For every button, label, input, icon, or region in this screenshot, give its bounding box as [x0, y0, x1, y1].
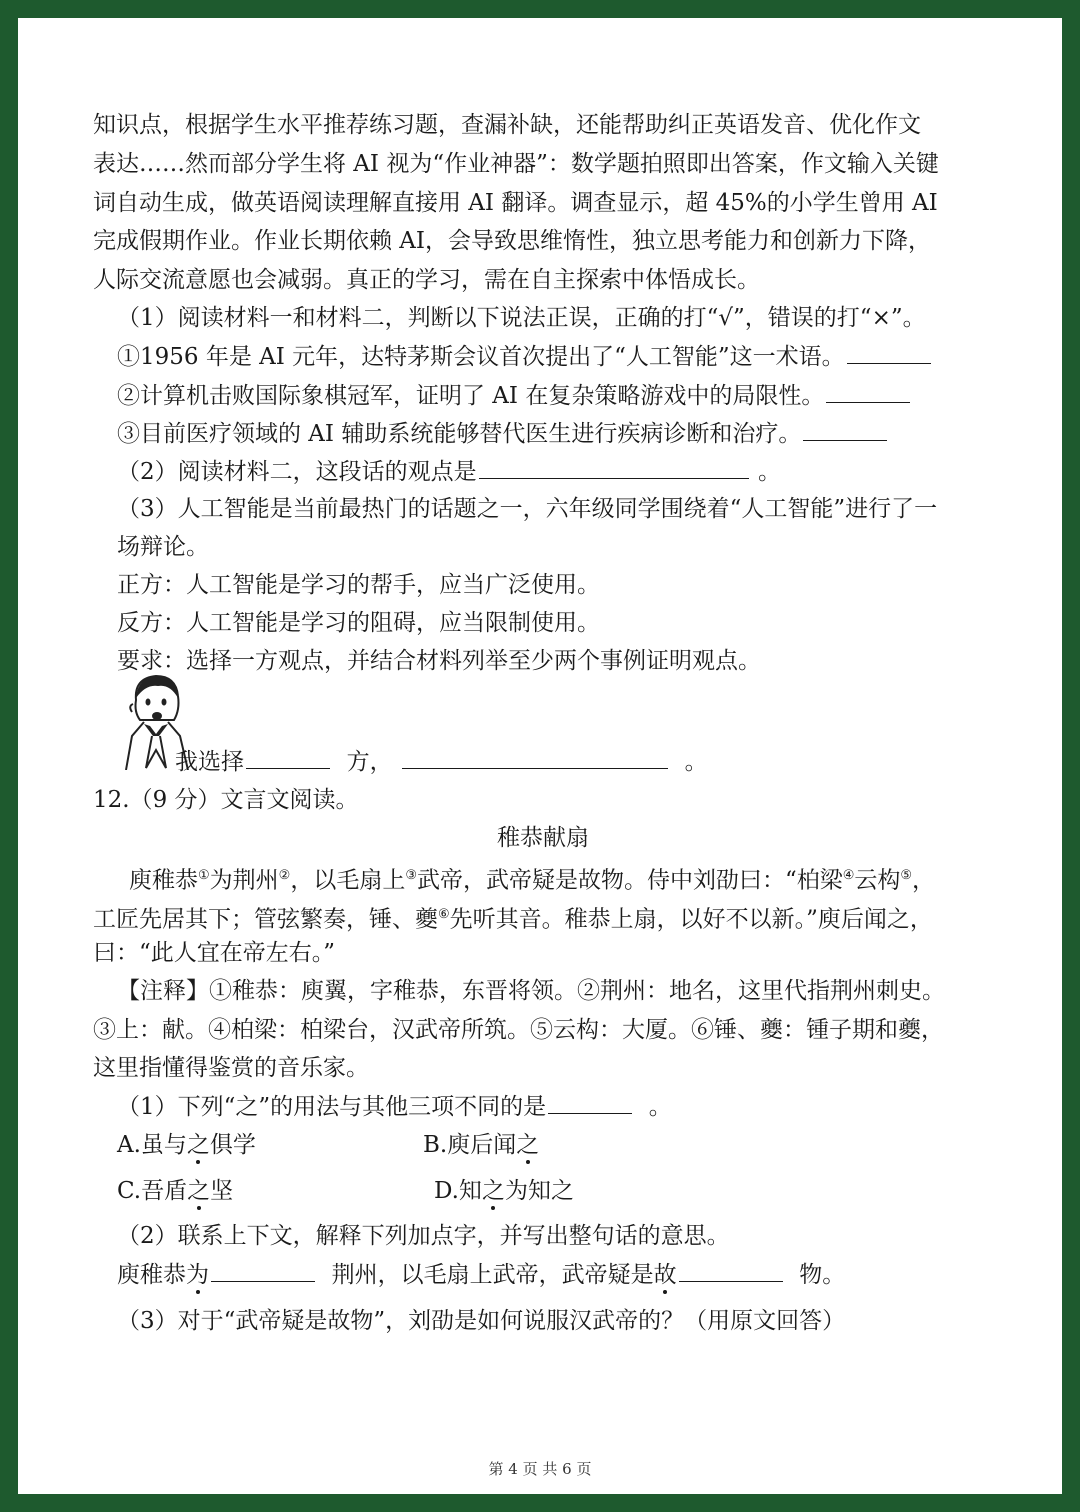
text: 庾稚恭 — [117, 1262, 186, 1288]
answer-blank[interactable] — [548, 1091, 632, 1114]
dotted-char: 之 — [516, 1132, 540, 1158]
dotted-char: 之 — [187, 1178, 211, 1204]
q2-line — [117, 456, 781, 486]
answer-blank[interactable] — [847, 341, 931, 364]
q1-item-3 — [117, 418, 889, 448]
q12-header: 12.（9 分）文言文阅读。 — [93, 787, 359, 813]
sub1-text: （1）下列“之”的用法与其他三项不同的是 — [117, 1094, 547, 1120]
q1-item-text: ①1956 年是 AI 元年，达特茅斯会议首次提出了“人工智能”这一术语。 — [117, 344, 845, 370]
text: 俱学 — [209, 1132, 256, 1158]
text: C.吾盾 — [117, 1178, 188, 1204]
q3-line-2: 场辩论。 — [117, 534, 209, 560]
q1-item-text: ②计算机击败国际象棋冠军，证明了 AI 在复杂策略游戏中的局限性。 — [117, 383, 825, 409]
side-label: 方， — [346, 749, 393, 775]
q1-item-1 — [117, 341, 933, 371]
text: 庾稚恭 — [129, 867, 198, 894]
q1-stem: （1）阅读材料一和材料二，判断以下说法正误，正确的打“√”，错误的打“×”。 — [117, 305, 926, 331]
sub3-text: （3）对于“武帝疑是故物”，刘劭是如何说服汉武帝的？（用原文回答） — [117, 1308, 846, 1334]
q3-line-1: （3）人工智能是当前最热门的话题之一，六年级同学围绕着“人工智能”进行了一 — [117, 496, 938, 522]
text: 先听其音。稚恭上扇，以好不以新。”庾后闻之， — [449, 906, 933, 933]
note-ref: ① — [198, 868, 210, 883]
text: 武帝，武帝疑是故物。侍中刘劭曰：“柏梁 — [416, 867, 843, 894]
q2-text: （2）阅读材料二，这段话的观点是 — [117, 459, 477, 485]
choose-label: 我选择 — [175, 749, 244, 775]
option-c[interactable] — [117, 1176, 233, 1206]
passage-line: 完成假期作业。作业长期依赖 AI，会导致思维惰性，独立思考能力和创新力下降， — [93, 228, 932, 254]
answer-blank[interactable] — [246, 746, 330, 769]
note-ref: ⑥ — [438, 907, 450, 922]
option-b[interactable] — [423, 1130, 539, 1160]
passage-line: 人际交流意愿也会减弱。真正的学习，需在自主探索中体悟成长。 — [93, 267, 760, 293]
q2-end: 。 — [757, 459, 781, 485]
classical-line-1 — [129, 861, 936, 894]
note-ref: ② — [278, 868, 291, 883]
q3-pro: 正方：人工智能是学习的帮手，应当广泛使用。 — [117, 572, 600, 598]
text: A.虽与 — [117, 1132, 187, 1158]
text: 为知之 — [504, 1178, 574, 1204]
text: 物。 — [799, 1262, 846, 1288]
note-line: 这里指懂得鉴赏的音乐家。 — [93, 1055, 369, 1081]
dotted-char: 故 — [653, 1262, 677, 1288]
note-ref: ⑤ — [900, 868, 913, 883]
q1-item-text: ③目前医疗领域的 AI 辅助系统能够替代医生进行疾病诊断和治疗。 — [117, 421, 802, 447]
end-mark: 。 — [684, 749, 708, 775]
text: 为荆州 — [209, 867, 279, 894]
q3-con: 反方：人工智能是学习的阻碍，应当限制使用。 — [117, 610, 600, 636]
dotted-char: 之 — [481, 1178, 505, 1204]
q3-requirement: 要求：选择一方观点，并结合材料列举至少两个事例证明观点。 — [117, 648, 761, 674]
option-d[interactable] — [434, 1176, 574, 1206]
sub2-sentence — [117, 1259, 845, 1289]
note-ref: ④ — [842, 868, 855, 883]
answer-blank[interactable] — [402, 746, 668, 769]
text: 工匠先居其下；管弦繁奏，锤、夔 — [93, 906, 438, 933]
answer-blank[interactable] — [826, 380, 910, 403]
passage-line: 知识点，根据学生水平推荐练习题，查漏补缺，还能帮助纠正英语发音、优化作文 — [93, 112, 921, 138]
text: B.庾后闻 — [423, 1132, 517, 1158]
passage-title: 稚恭献扇 — [497, 825, 589, 851]
note-line: 【注释】①稚恭：庾翼，字稚恭，东晋将领。②荆州：地名，这里代指荆州刺史。 — [117, 978, 945, 1004]
text: 坚 — [210, 1178, 234, 1204]
note-line: ③上：献。④柏梁：柏梁台，汉武帝所筑。⑤云构：大厦。⑥锤、夔：锺子期和夔， — [93, 1017, 944, 1043]
end-mark: 。 — [648, 1094, 672, 1120]
answer-blank[interactable] — [479, 456, 749, 479]
passage-line: 词自动生成，做英语阅读理解直接用 AI 翻译。调查显示，超 45%的小学生曾用 AI — [93, 190, 938, 216]
sub2-text: （2）联系上下文，解释下列加点字，并写出整句话的意思。 — [117, 1223, 730, 1249]
page-footer: 第 4 页 共 6 页 — [488, 1460, 592, 1478]
text: D.知 — [434, 1178, 482, 1204]
answer-blank[interactable] — [803, 418, 887, 441]
answer-blank[interactable] — [211, 1259, 315, 1282]
text: 云构 — [854, 867, 901, 894]
option-a[interactable] — [117, 1130, 256, 1160]
dotted-char: 为 — [186, 1262, 209, 1288]
passage-line: 表达……然而部分学生将 AI 视为“作业神器”：数学题拍照即出答案，作文输入关键 — [93, 151, 939, 177]
classical-line-2 — [93, 900, 933, 933]
q3-choose-line — [175, 746, 708, 776]
text: 荆州，以毛扇上武帝，武帝疑是 — [331, 1262, 654, 1288]
sub1-line — [117, 1091, 672, 1121]
classical-line-3: 曰：“此人宜在帝左右。” — [93, 940, 336, 966]
q1-item-2 — [117, 380, 912, 410]
exam-page — [18, 18, 1062, 1494]
text: ， — [912, 867, 936, 894]
dotted-char: 之 — [186, 1132, 210, 1158]
text: ，以毛扇上 — [290, 867, 406, 894]
note-ref: ③ — [405, 868, 417, 883]
answer-blank[interactable] — [679, 1259, 783, 1282]
